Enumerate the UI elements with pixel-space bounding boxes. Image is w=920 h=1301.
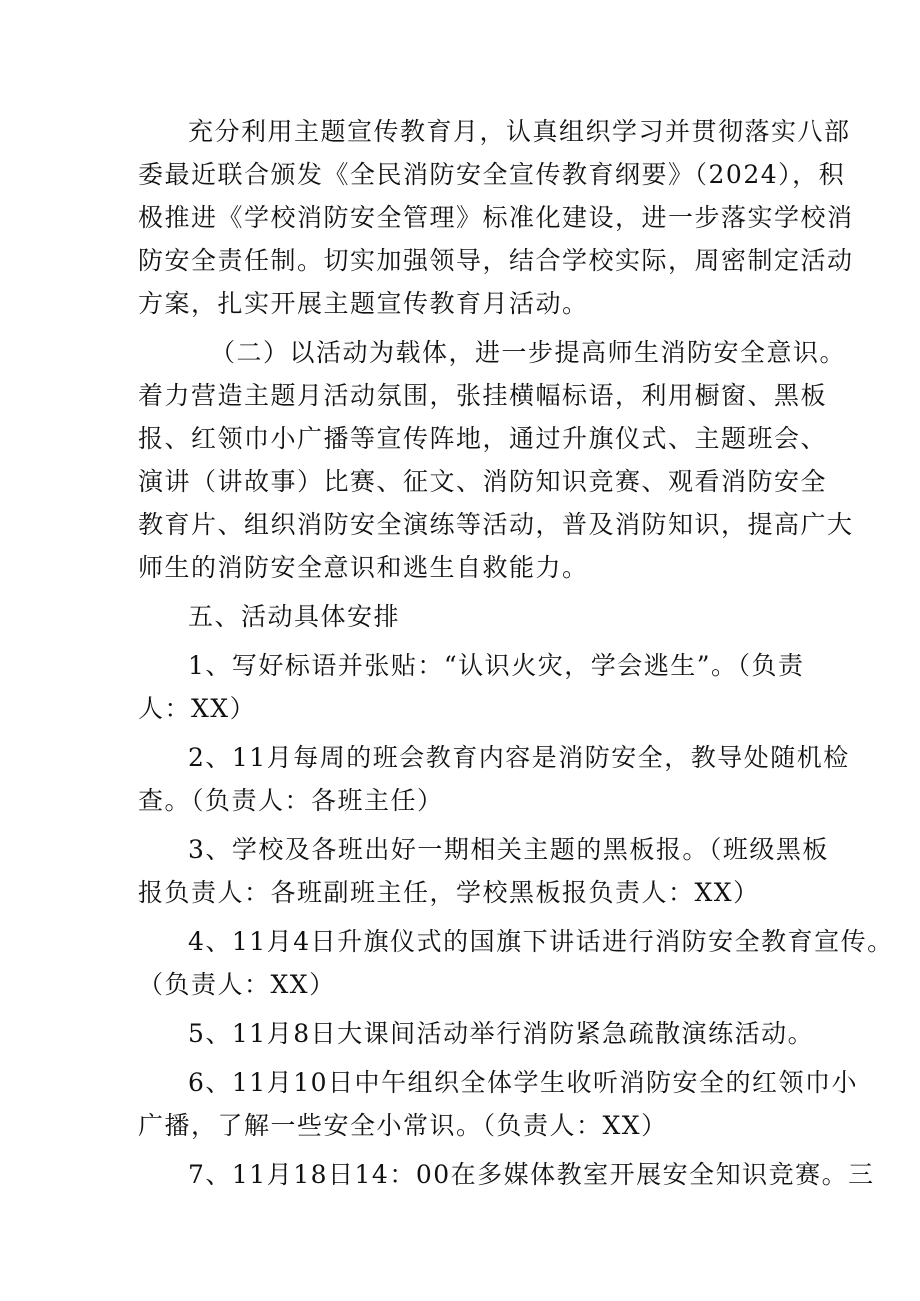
text-line: 报、红领巾小广播等宣传阵地，通过升旗仪式、主题班会、 bbox=[138, 424, 828, 453]
text-line: 查。（负责人：各班主任） bbox=[138, 786, 444, 815]
text-line: 着力营造主题月活动氛围，张挂横幅标语，利用橱窗、黑板 bbox=[138, 381, 828, 410]
heading-text: 五、活动具体安排 bbox=[188, 602, 401, 631]
list-item-6 bbox=[138, 1061, 859, 1147]
text-line: 委最近联合颁发《全民消防安全宣传教育纲要》（2024），积 bbox=[138, 160, 846, 189]
text-line: 6、11月10日中午组织全体学生收听消防安全的红领巾小 bbox=[188, 1068, 859, 1097]
text-line: 5、11月8日大课间活动举行消防紧急疏散演练活动。 bbox=[188, 1019, 815, 1048]
document-body bbox=[138, 110, 894, 1202]
text-line: 方案，扎实开展主题宣传教育月活动。 bbox=[138, 289, 589, 318]
text-line: 3、学校及各班出好一期相关主题的黑板报。（班级黑板 bbox=[188, 835, 829, 864]
list-item-3 bbox=[138, 828, 829, 914]
text-line: 2、11月每周的班会教育内容是消防安全，教导处随机检 bbox=[188, 743, 850, 772]
list-item-1 bbox=[138, 644, 805, 730]
text-line: 7、11月18日14：00在多媒体教室开展安全知识竞赛。三 bbox=[188, 1160, 875, 1189]
text-line: 极推进《学校消防安全管理》标准化建设，进一步落实学校消 bbox=[138, 203, 854, 232]
text-line: （负责人：XX） bbox=[138, 970, 336, 999]
text-line: 1、写好标语并张贴：“认识火灾，学会逃生”。（负责 bbox=[188, 651, 805, 680]
text-line: 充分利用主题宣传教育月，认真组织学习并贯彻落实八部 bbox=[188, 117, 851, 146]
text-line: 人：XX） bbox=[138, 694, 257, 723]
list-item-5 bbox=[138, 1012, 815, 1055]
section-heading-arrangements bbox=[138, 595, 798, 638]
text-line: 广播，了解一些安全小常识。（负责人：XX） bbox=[138, 1111, 668, 1140]
text-line: 报负责人：各班副班主任，学校黑板报负责人：XX） bbox=[138, 878, 760, 907]
list-item-2 bbox=[138, 736, 850, 822]
text-line: 教育片、组织消防安全演练等活动，普及消防知识，提高广大 bbox=[138, 510, 854, 539]
text-line: 师生的消防安全意识和逃生自救能力。 bbox=[138, 553, 589, 582]
text-line: 4、11月4日升旗仪式的国旗下讲话进行消防安全教育宣传。 bbox=[188, 927, 894, 956]
text-line: 演讲（讲故事）比赛、征文、消防知识竞赛、观看消防安全 bbox=[138, 467, 828, 496]
paragraph-activity-carrier bbox=[138, 331, 854, 589]
list-item-7 bbox=[138, 1153, 875, 1196]
section-heading: （二）以活动为载体，进一步提高师生消防安全意识。 bbox=[210, 338, 847, 367]
list-item-4 bbox=[138, 920, 894, 1006]
paragraph-propaganda-month bbox=[138, 110, 854, 325]
text-line: 防安全责任制。切实加强领导，结合学校实际，周密制定活动 bbox=[138, 246, 854, 275]
